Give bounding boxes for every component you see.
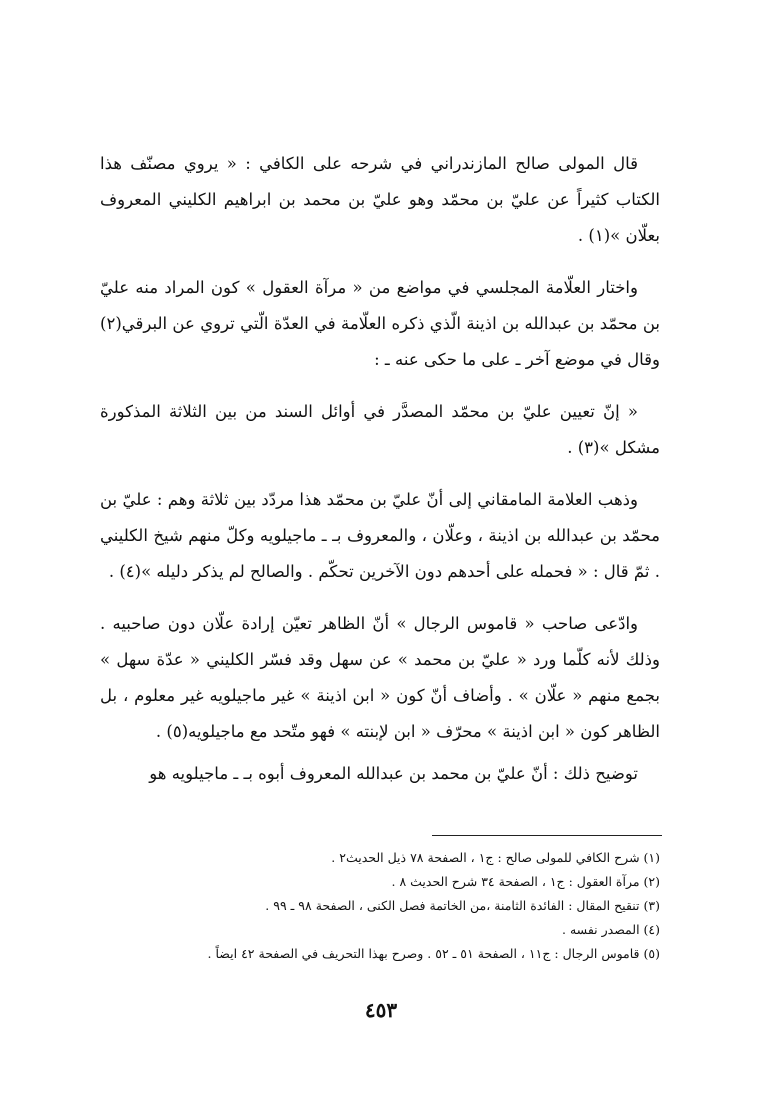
paragraph-4: وذهب العلامة المامقاني إلى أنّ عليّ بن محمّد هذا مردّد بين ثلاثة وهم : عليّ بن محمّد بن عبدالله بن اذينة ، وعلّان ، والمعروف بـ ـ ماجيلويه وكلّ منهم شيخ الكليني . ثمّ قال : « فحمله على أحدهم دون الآخرين تحكّم . والصالح لم يذكر دليله »(٤) . [100, 490, 660, 581]
footnote-divider [432, 835, 662, 836]
page-number: ٤٥٣ [364, 998, 398, 1022]
paragraph-5: وادّعى صاحب « قاموس الرجال » أنّ الظاهر تعيّن إرادة علّان دون صاحبيه . وذلك لأنه كلّما ورد « عليّ بن محمد » عن سهل وقد فسّر الكليني « عدّة سهل » بجمع منهم « علّان » . وأضاف أنّ كون « ابن اذينة » غير ماجيلويه غير معلوم ، بل الظاهر كون « ابن اذينة » محرّف « ابن لإبنته » فهو متّحد مع ماجيلويه(٥) . [100, 614, 660, 741]
paragraph-6: توضيح ذلك : أنّ عليّ بن محمد بن عبدالله المعروف أبوه بـ ـ ماجيلويه هو [149, 764, 638, 783]
main-text [100, 146, 660, 794]
footnotes [100, 846, 660, 966]
footnote-3: (٣) تنقيح المقال : الفائدة الثامنة ،من الخاتمة فصل الكنى ، الصفحة ٩٨ ـ ٩٩ . [265, 898, 660, 913]
paragraph-1: قال المولى صالح المازندراني في شرحه على الكافي : « يروي مصنّف هذا الكتاب كثيراً عن عليّ بن محمّد وهو عليّ بن محمد بن ابراهيم الكليني المعروف بعلّان »(١) . [100, 154, 660, 245]
paragraph-3-quote: « إنّ تعيين عليّ بن محمّد المصدَّر في أوائل السند من بين الثلاثة المذكورة مشكل »(٣) . [100, 402, 660, 457]
footnote-4: (٤) المصدر نفسه . [562, 922, 660, 937]
footnote-1: (١) شرح الكافي للمولى صالح : ج١ ، الصفحة ٧٨ ذيل الحديث٢ . [331, 850, 660, 865]
paragraph-2: واختار العلّامة المجلسي في مواضع من « مرآة العقول » كون المراد منه عليّ بن محمّد بن عبدالله بن اذينة الّذي ذكره العلّامة في العدّة الّتي تروي عن البرقي(٢) وقال في موضع آخر ـ على ما حكى عنه ـ : [100, 278, 660, 369]
footnote-5: (٥) قاموس الرجال : ج١١ ، الصفحة ٥١ ـ ٥٢ . وصرح بهذا التحريف في الصفحة ٤٢ ايضاً . [207, 946, 660, 961]
footnote-2: (٢) مرآة العقول : ج١ ، الصفحة ٣٤ شرح الحديث ٨ . [391, 874, 660, 889]
